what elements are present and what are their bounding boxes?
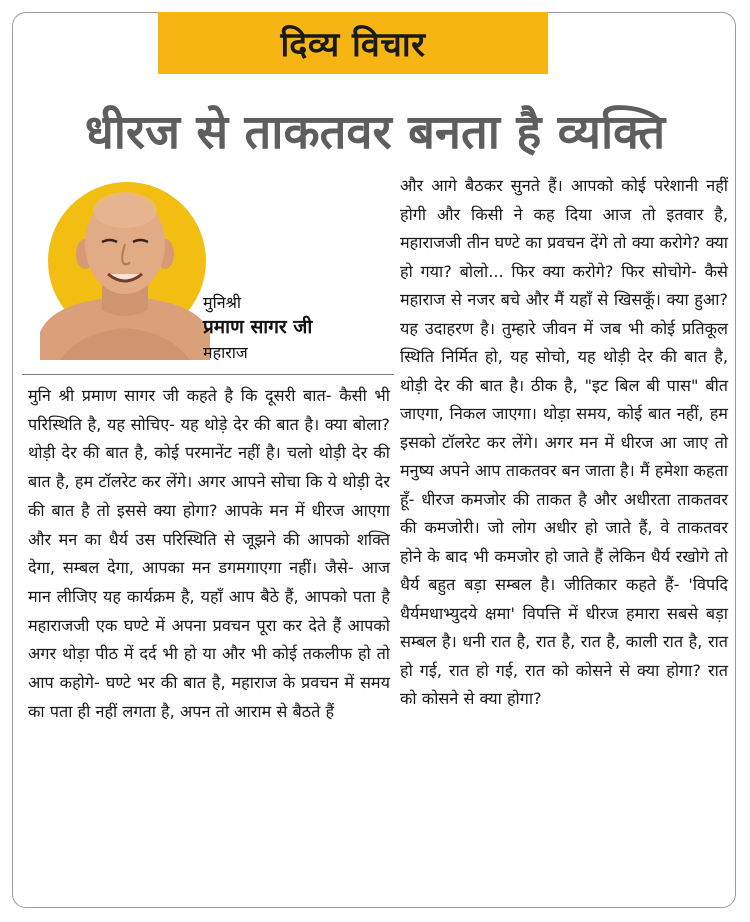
author-byline [203,290,312,365]
monk-portrait-image [40,182,210,360]
section-banner: दिव्य विचार [158,12,548,74]
article-paragraph-right: और आगे बैठकर सुनते हैं। आपको कोई परेशानी नहीं होगी और किसी ने कह दिया आज तो इतवार है, महाराजजी तीन घण्टे का प्रवचन देंगे तो क्या करोगे? क्या हो गया? बोलो... फिर क्या करोगे? फिर सोचोगे- कैसे महाराज से नजर बचे और मैं यहाँ से खिसकूँ। क्या हुआ? यह उदाहरण है। तुम्हारे जीवन में जब भी कोई प्रतिकूल स्थिति निर्मित हो, यह सोचो, यह थोड़ी देर की बात है, थोड़ी देर की बात है। ठीक है, "इट बिल बी पास" बीत जाएगा, निकल जाएगा। थोड़ा समय, कोई बात नहीं, हम इसको टॉलरेट कर लेंगे। अगर मन में धीरज आ जाए तो मनुष्य अपने आप ताकतवर बन जाता है। मैं हमेशा कहता हूँ- धीरज कमजोर की ताकत है और अधीरता ताकतवर की कमजोरी। जो लोग अधीर हो जाते हैं, वे ताकतवर होने के बाद भी कमजोर हो जाते हैं लेकिन धैर्य रखोगे तो धैर्य बहुत बड़ा सम्बल है। जीतिकार कहते हैं- 'विपदि धैर्यमधाभ्युदये क्षमा' विपत्ति में धीरज हमारा सबसे बड़ा सम्बल है। धनी रात है, रात है, रात है, काली रात है, रात हो गई, रात हो गई, रात को कोसने से क्या होगा? रात को कोसने से क्या होगा? [400,176,728,708]
author-portrait [40,182,210,360]
article-paragraph-left: मुनि श्री प्रमाण सागर जी कहते है कि दूसरी बात- कैसी भी परिस्थिति है, यह सोचिए- यह थोड़े देर की बात है। क्या बोला? थोड़ी देर की बात है, कोई परमानेंट नहीं है। चलो थोड़ी देर की बात है, हम टॉलरेट कर लेंगे। अगर आपने सोचा कि ये थोड़ी देर की बात है तो इससे क्या होगा? आपके मन में धीरज आएगा और मन का धैर्य उस परिस्थिति से जूझने की आपको शक्ति देगा, सम्बल देगा, आपका मन डगमगाएगा नहीं। जैसे- आज मान लीजिए यह कार्यक्रम है, यहाँ आप बैठे हैं, आपको पता है महाराजजी एक घण्टे में अपना प्रवचन पूरा कर देते हैं आपको अगर थोड़ा पीठ में दर्द भी हो या और भी कोई तकलीफ हो तो आप कहोगे- घण्टे भर की बात है, महाराज के प्रवचन में समय का पता ही नहीं लगता है, अपन तो आराम से बैठते हैं [28,386,390,721]
byline-divider [22,374,394,375]
article-column-left [28,382,390,726]
author-suffix: महाराज [203,343,248,362]
article-column-right [400,172,728,714]
article-headline: धीरज से ताकतवर बनता है व्यक्ति [84,105,666,160]
author-prefix: मुनिश्री [203,293,242,312]
author-name: प्रमाण सागर जी [203,316,313,338]
